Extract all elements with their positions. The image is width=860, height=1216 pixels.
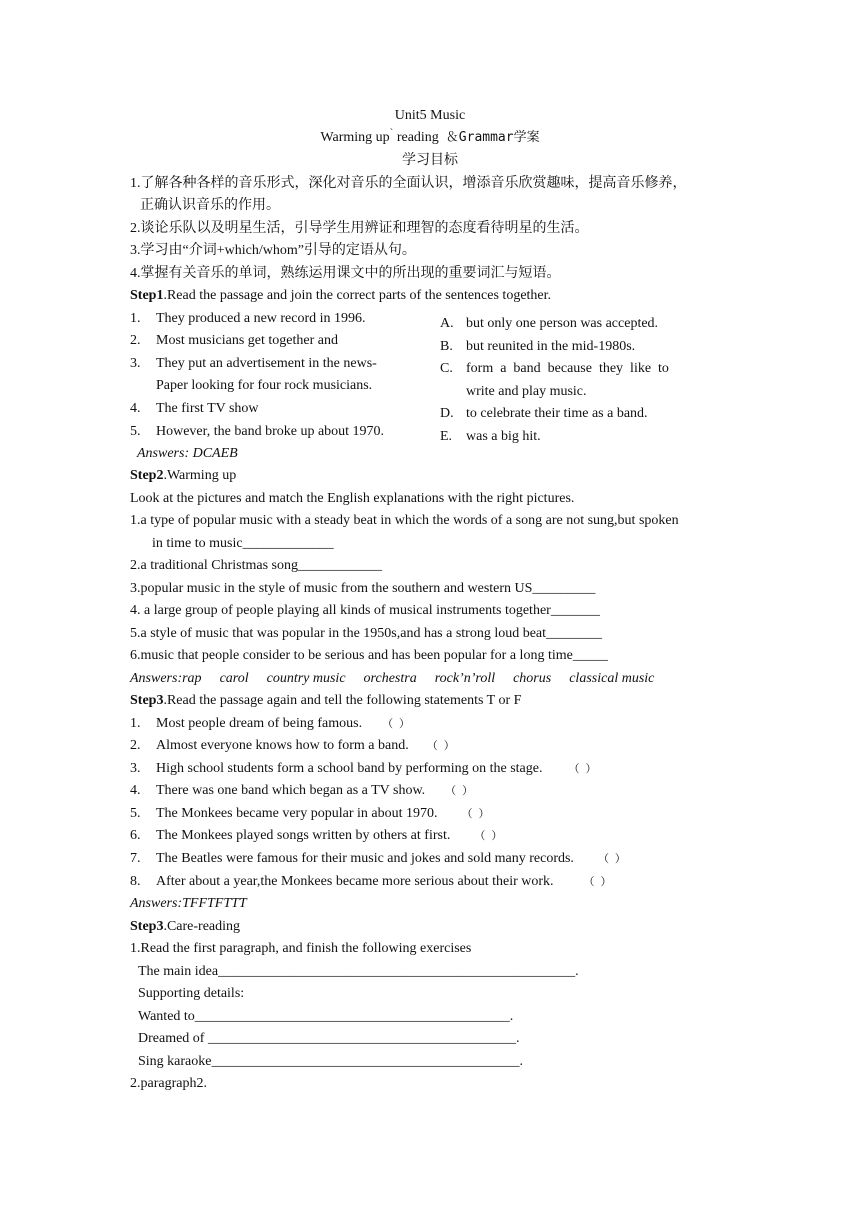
step3-item: 1. Most people dream of being famous. （） (130, 716, 417, 731)
step1-right-item: write and play music. (466, 384, 587, 399)
subtitle-part-a: Warming up (320, 130, 390, 145)
step3-answers: Answers:TFFTFTTT (130, 896, 247, 911)
step2-answers: Answers:rap carol country music orchestra rock’n’roll chorus classical music (130, 671, 655, 686)
document-subtitle (0, 129, 860, 147)
document-title: Unit5 Music (394, 108, 466, 123)
sing-karaoke-line: Sing karaoke____________________________________________. (138, 1054, 523, 1069)
step3-item: 8. After about a year,the Monkees became more serious about their work. （） (130, 874, 618, 889)
step1-answers: Answers: DCAEB (137, 446, 238, 461)
step1-label: Step1 (130, 288, 164, 303)
step1-heading (130, 287, 551, 305)
step2-item: in time to music_____________ (152, 536, 334, 551)
step2-intro: Look at the pictures and match the English explanations with the right pictures. (130, 491, 575, 506)
step2-item: 1.a type of popular music with a steady beat in which the words of a song are not sung,but spoken (130, 513, 679, 528)
step1-right-item: D. to celebrate their time as a band. (440, 406, 648, 421)
step1-instruction: .Read the passage and join the correct parts of the sentences together. (163, 288, 552, 303)
step3-item: 3. High school students form a school band by performing on the stage. （） (130, 761, 603, 776)
step1-right-item: A. but only one person was accepted. (440, 316, 659, 331)
subtitle-part-d: ＆Grammar学案 (445, 130, 540, 145)
step1-right-item: C. form a band because they like to (440, 361, 669, 376)
step1-left-item: 5. However, the band broke up about 1970. (130, 424, 385, 439)
supporting-details-label: Supporting details: (138, 986, 245, 1001)
objective-line: 1.了解各种各样的音乐形式，深化对音乐的全面认识，增添音乐欣赏趣味，提高音乐修养， (130, 176, 687, 191)
step1-left-item: 3. They put an advertisement in the news- (130, 356, 377, 371)
step1-left-item: 4. The first TV show (130, 401, 259, 416)
step3-item: 6. The Monkees played songs written by others at first. （） (130, 828, 509, 843)
step2-item: 2.a traditional Christmas song____________ (130, 558, 382, 573)
step4-paragraph1: 1.Read the first paragraph, and finish the following exercises (130, 941, 472, 956)
step3-item: 4. There was one band which began as a TV show. （） (130, 783, 480, 798)
step2-item: 6.music that people consider to be serious and has been popular for a long time_____ (130, 648, 608, 663)
step1-left-item: 1. They produced a new record in 1996. (130, 311, 366, 326)
step3-heading: Step3.Read the passage again and tell the following statements T or F (130, 693, 522, 708)
subtitle-part-c: reading (393, 130, 446, 145)
paragraph2-label: 2.paragraph2. (130, 1076, 207, 1091)
step2-item: 5.a style of music that was popular in the 1950s,and has a strong loud beat________ (130, 626, 603, 641)
main-idea-line: The main idea___________________________________________________. (138, 964, 579, 979)
objectives-heading: 学习目标 (402, 153, 458, 168)
step1-left-item: 2. Most musicians get together and (130, 333, 338, 348)
step2-item: 3.popular music in the style of music from the southern and western US_________ (130, 581, 596, 596)
step3-item: 7. The Beatles were famous for their music and jokes and sold many records. （） (130, 851, 632, 866)
step4-heading: Step3.Care-reading (130, 919, 241, 934)
objective-line: 2.谈论乐队以及明星生活，引导学生用辨证和理智的态度看待明星的生活。 (130, 221, 589, 236)
step1-right-item: B. but reunited in the mid-1980s. (440, 339, 636, 354)
step2-item: 4. a large group of people playing all kinds of musical instruments together_______ (130, 603, 600, 618)
wanted-to-line: Wanted to_____________________________________________. (138, 1009, 514, 1024)
dreamed-of-line: Dreamed of ____________________________________________. (138, 1031, 520, 1046)
objective-line: 4.掌握有关音乐的单词，熟练运用课文中的所出现的重要词汇与短语。 (130, 266, 561, 281)
objective-line: 正确认识音乐的作用。 (140, 198, 280, 213)
step3-item: 2. Almost everyone knows how to form a band. （） (130, 738, 461, 753)
step2-heading: Step2.Warming up (130, 468, 237, 483)
objective-line: 3.学习由“介词+which/whom”引导的定语从句。 (130, 243, 416, 258)
subtitle-part-b: ` (389, 127, 394, 139)
step3-item: 5. The Monkees became very popular in about 1970. （） (130, 806, 496, 821)
step1-right-item: E. was a big hit. (440, 429, 541, 444)
step1-left-item: Paper looking for four rock musicians. (156, 378, 373, 393)
